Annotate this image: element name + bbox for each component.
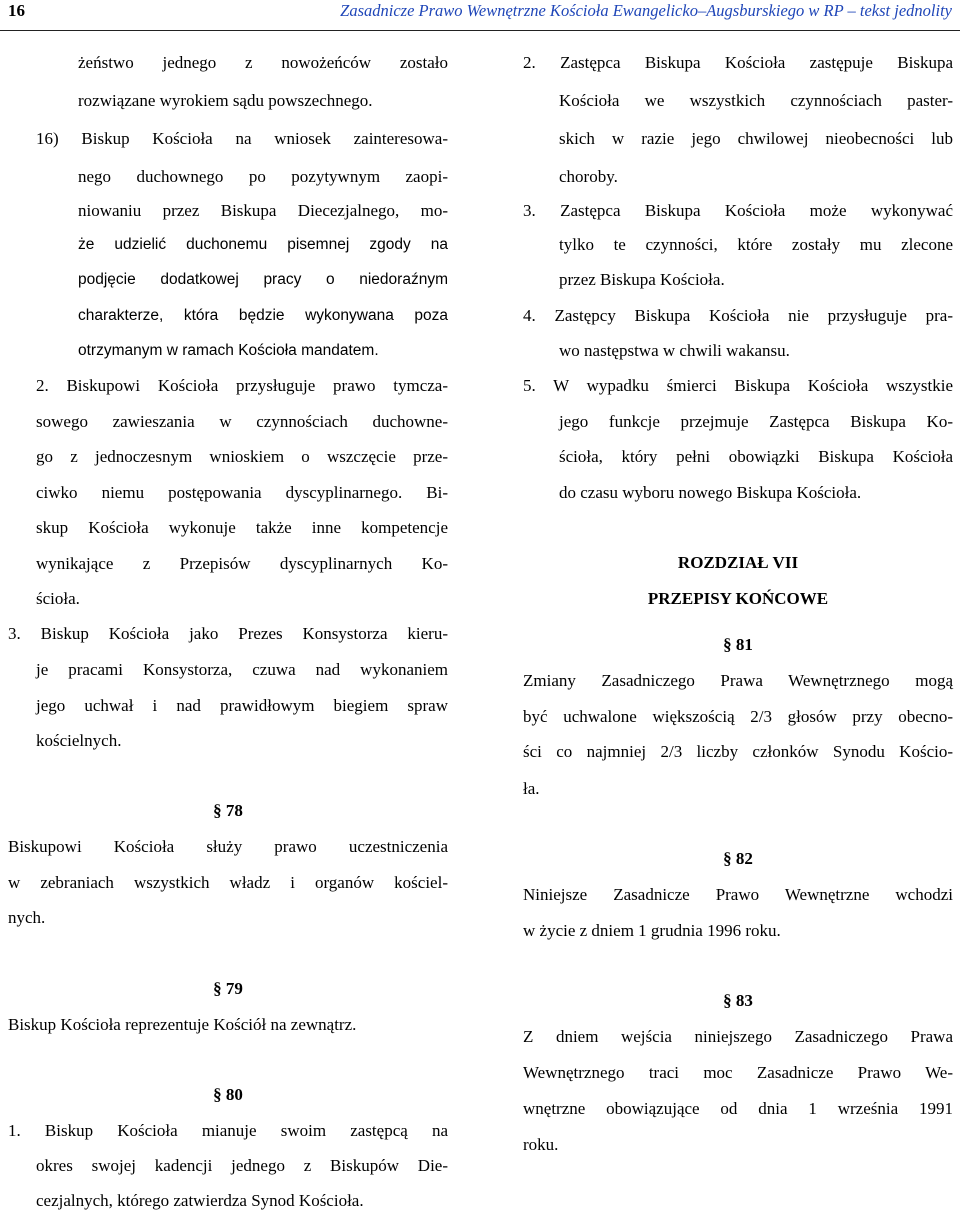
text-line: rozwiązane wyrokiem sądu powszechnego. [78,91,373,110]
text-line: w zebraniach wszystkich władz i organów kościel- [8,873,448,892]
text-line: go z jednoczesnym wnioskiem o wszczęcie prze- [36,447,448,466]
text-line: Kościoła we wszystkich czynnościach paster- [559,91,953,110]
text-line: Zmiany Zasadniczego Prawa Wewnętrznego mogą [523,671,953,690]
text-line: kościelnych. [36,731,122,750]
text-line: cezjalnych, którego zatwierdza Synod Kościoła. [36,1191,364,1210]
text-line: skich w razie jego chwilowej nieobecności lub [559,129,953,148]
text-line: 5. W wypadku śmierci Biskupa Kościoła wszystkie [523,376,953,395]
text-line: nych. [8,908,46,927]
text-line: Biskup Kościoła reprezentuje Kościół na zewnątrz. [8,1015,357,1034]
text-line: ciwko niemu postępowania dyscyplinarnego. Bi- [36,483,448,502]
text-line: roku. [523,1135,559,1154]
page-number: 16 [8,1,25,20]
header-rule [0,30,960,31]
text-line: być uchwalone większością 2/3 głosów przy obecno- [523,707,953,726]
text-line: Z dniem wejścia niniejszego Zasadniczego Prawa [523,1027,953,1046]
text-line: 3. Zastępca Biskupa Kościoła może wykonywać [523,201,953,220]
text-line: ścioła. [36,589,80,608]
section-heading-80: § 80 [213,1085,243,1104]
text-line: w życie z dniem 1 grudnia 1996 roku. [523,921,781,940]
text-line: je pracami Konsystorza, czuwa nad wykonaniem [36,660,448,679]
text-line: jego funkcje przejmuje Zastępca Biskupa Ko- [559,412,953,431]
chapter-title: PRZEPISY KOŃCOWE [647,589,829,608]
text-line: jego uchwał i nad prawidłowym biegiem spraw [36,696,448,715]
text-line: okres swojej kadencji jednego z Biskupów Die- [36,1156,448,1175]
section-heading-79: § 79 [213,979,243,998]
section-heading-81: § 81 [723,635,753,654]
text-line: 2. Biskupowi Kościoła przysługuje prawo tymcza- [36,376,448,395]
chapter-heading: ROZDZIAŁ VII [677,553,799,572]
text-line: ści co najmniej 2/3 liczby członków Synodu Kościo- [523,742,953,761]
text-line: podjęcie dodatkowej pracy o niedoraźnym [78,271,448,288]
text-line: ła. [523,779,540,798]
text-line: 3. Biskup Kościoła jako Prezes Konsystorza kieru- [8,624,448,643]
text-line: 16) Biskup Kościoła na wniosek zainteresowa- [36,129,448,148]
running-title: Zasadnicze Prawo Wewnętrzne Kościoła Ewangelicko–Augsburskiego w RP – tekst jednolity [340,1,952,20]
text-line: żeństwo jednego z nowożeńców zostało [78,53,448,72]
text-line: że udzielić duchonemu pisemnej zgody na [78,236,448,253]
text-line: wnętrzne obowiązujące od dnia 1 września 1991 [523,1099,953,1118]
text-line: 2. Zastępca Biskupa Kościoła zastępuje Biskupa [523,53,953,72]
section-heading-82: § 82 [723,849,753,868]
text-line: ścioła, który pełni obowiązki Biskupa Kościoła [559,447,953,466]
text-line: sowego zawieszania w czynnościach duchowne- [36,412,448,431]
text-line: Wewnętrznego traci moc Zasadnicze Prawo We- [523,1063,953,1082]
text-line: wynikające z Przepisów dyscyplinarnych Ko- [36,554,448,573]
text-line: nego duchownego po pozytywnym zaopi- [78,167,448,186]
text-line: Niniejsze Zasadnicze Prawo Wewnętrzne wchodzi [523,885,953,904]
text-line: otrzymanym w ramach Kościoła mandatem. [78,342,379,359]
text-line: charakterze, która będzie wykonywana poza [78,307,448,324]
text-line: 1. Biskup Kościoła mianuje swoim zastępcą na [8,1121,448,1140]
section-heading-78: § 78 [213,801,243,820]
text-line: przez Biskupa Kościoła. [559,270,725,289]
text-line: niowaniu przez Biskupa Diecezjalnego, mo- [78,201,448,220]
text-line: wo następstwa w chwili wakansu. [559,341,790,360]
text-line: do czasu wyboru nowego Biskupa Kościoła. [559,483,862,502]
text-line: choroby. [559,167,618,186]
text-line: Biskupowi Kościoła służy prawo uczestniczenia [8,837,448,856]
text-line: tylko te czynności, które zostały mu zlecone [559,235,953,254]
section-heading-83: § 83 [723,991,753,1010]
text-line: skup Kościoła wykonuje także inne kompetencje [36,518,448,537]
text-line: 4. Zastępcy Biskupa Kościoła nie przysługuje pra- [523,306,953,325]
